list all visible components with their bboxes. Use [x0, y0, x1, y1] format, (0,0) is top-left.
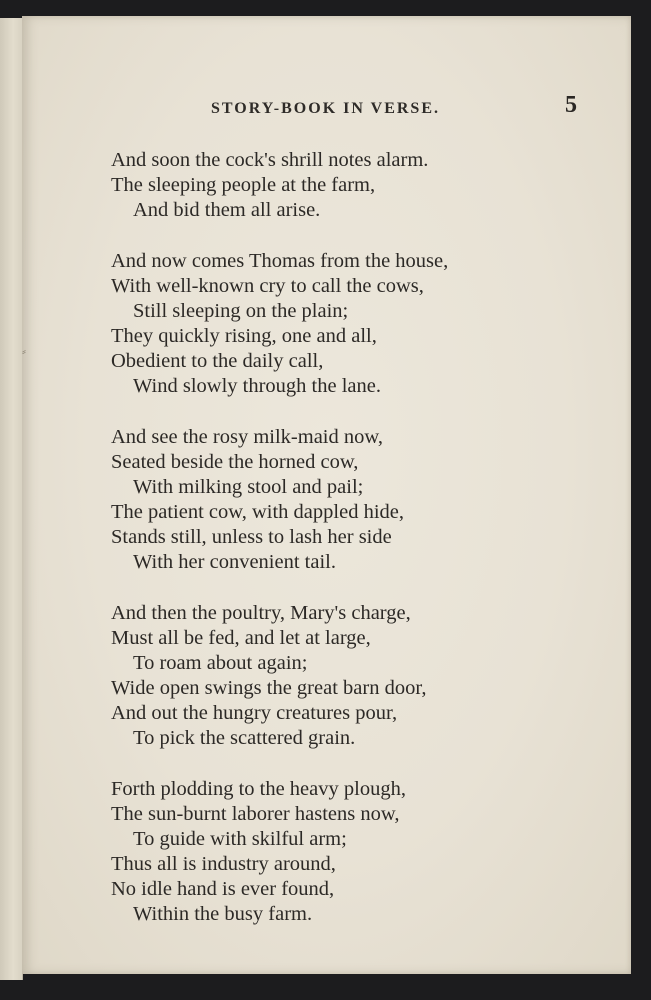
stitch-mark: ⸗ — [22, 344, 26, 358]
verse-line: They quickly rising, one and all, — [111, 325, 377, 347]
verse-line: Thus all is industry around, — [111, 853, 336, 875]
verse-line: The sleeping people at the farm, — [111, 174, 376, 196]
verse-line: To guide with skilful arm; — [133, 828, 347, 850]
verse-line: Wind slowly through the lane. — [133, 375, 381, 397]
verse-line: Within the busy farm. — [133, 903, 313, 925]
verse-line: With well-known cry to call the cows, — [111, 275, 424, 297]
verse-line: The patient cow, with dappled hide, — [111, 501, 404, 523]
verse-line: To pick the scattered grain. — [133, 727, 356, 749]
stanza — [111, 601, 611, 751]
verse-line: Wide open swings the great barn door, — [111, 677, 427, 699]
stanza — [111, 777, 611, 927]
verse-line: Forth plodding to the heavy plough, — [111, 778, 406, 800]
stanza — [111, 425, 611, 575]
facing-page-edge — [0, 18, 23, 980]
verse-line: Seated beside the horned cow, — [111, 451, 359, 473]
page-number: 5 — [565, 92, 577, 118]
verse-line: Obedient to the daily call, — [111, 350, 324, 372]
verse-line: Must all be fed, and let at large, — [111, 627, 371, 649]
verse-line: With her convenient tail. — [133, 551, 336, 573]
verse-line: And bid them all arise. — [133, 199, 321, 221]
verse-line: With milking stool and pail; — [133, 476, 364, 498]
verse-line: Stands still, unless to lash her side — [111, 526, 392, 548]
stanza — [111, 148, 611, 223]
verse-line: And out the hungry creatures pour, — [111, 702, 398, 724]
running-title: STORY-BOOK IN VERSE. — [211, 100, 440, 117]
verse-line: And see the rosy milk-maid now, — [111, 426, 383, 448]
verse-line: No idle hand is ever found, — [111, 878, 335, 900]
verse-line: And soon the cock's shrill notes alarm. — [111, 149, 429, 171]
poem — [111, 148, 611, 953]
verse-line: And now comes Thomas from the house, — [111, 250, 449, 272]
book-page — [22, 16, 631, 974]
verse-line: The sun-burnt laborer hastens now, — [111, 803, 400, 825]
verse-line: Still sleeping on the plain; — [133, 300, 349, 322]
stanza — [111, 249, 611, 399]
verse-line: To roam about again; — [133, 652, 308, 674]
verse-line: And then the poultry, Mary's charge, — [111, 602, 411, 624]
